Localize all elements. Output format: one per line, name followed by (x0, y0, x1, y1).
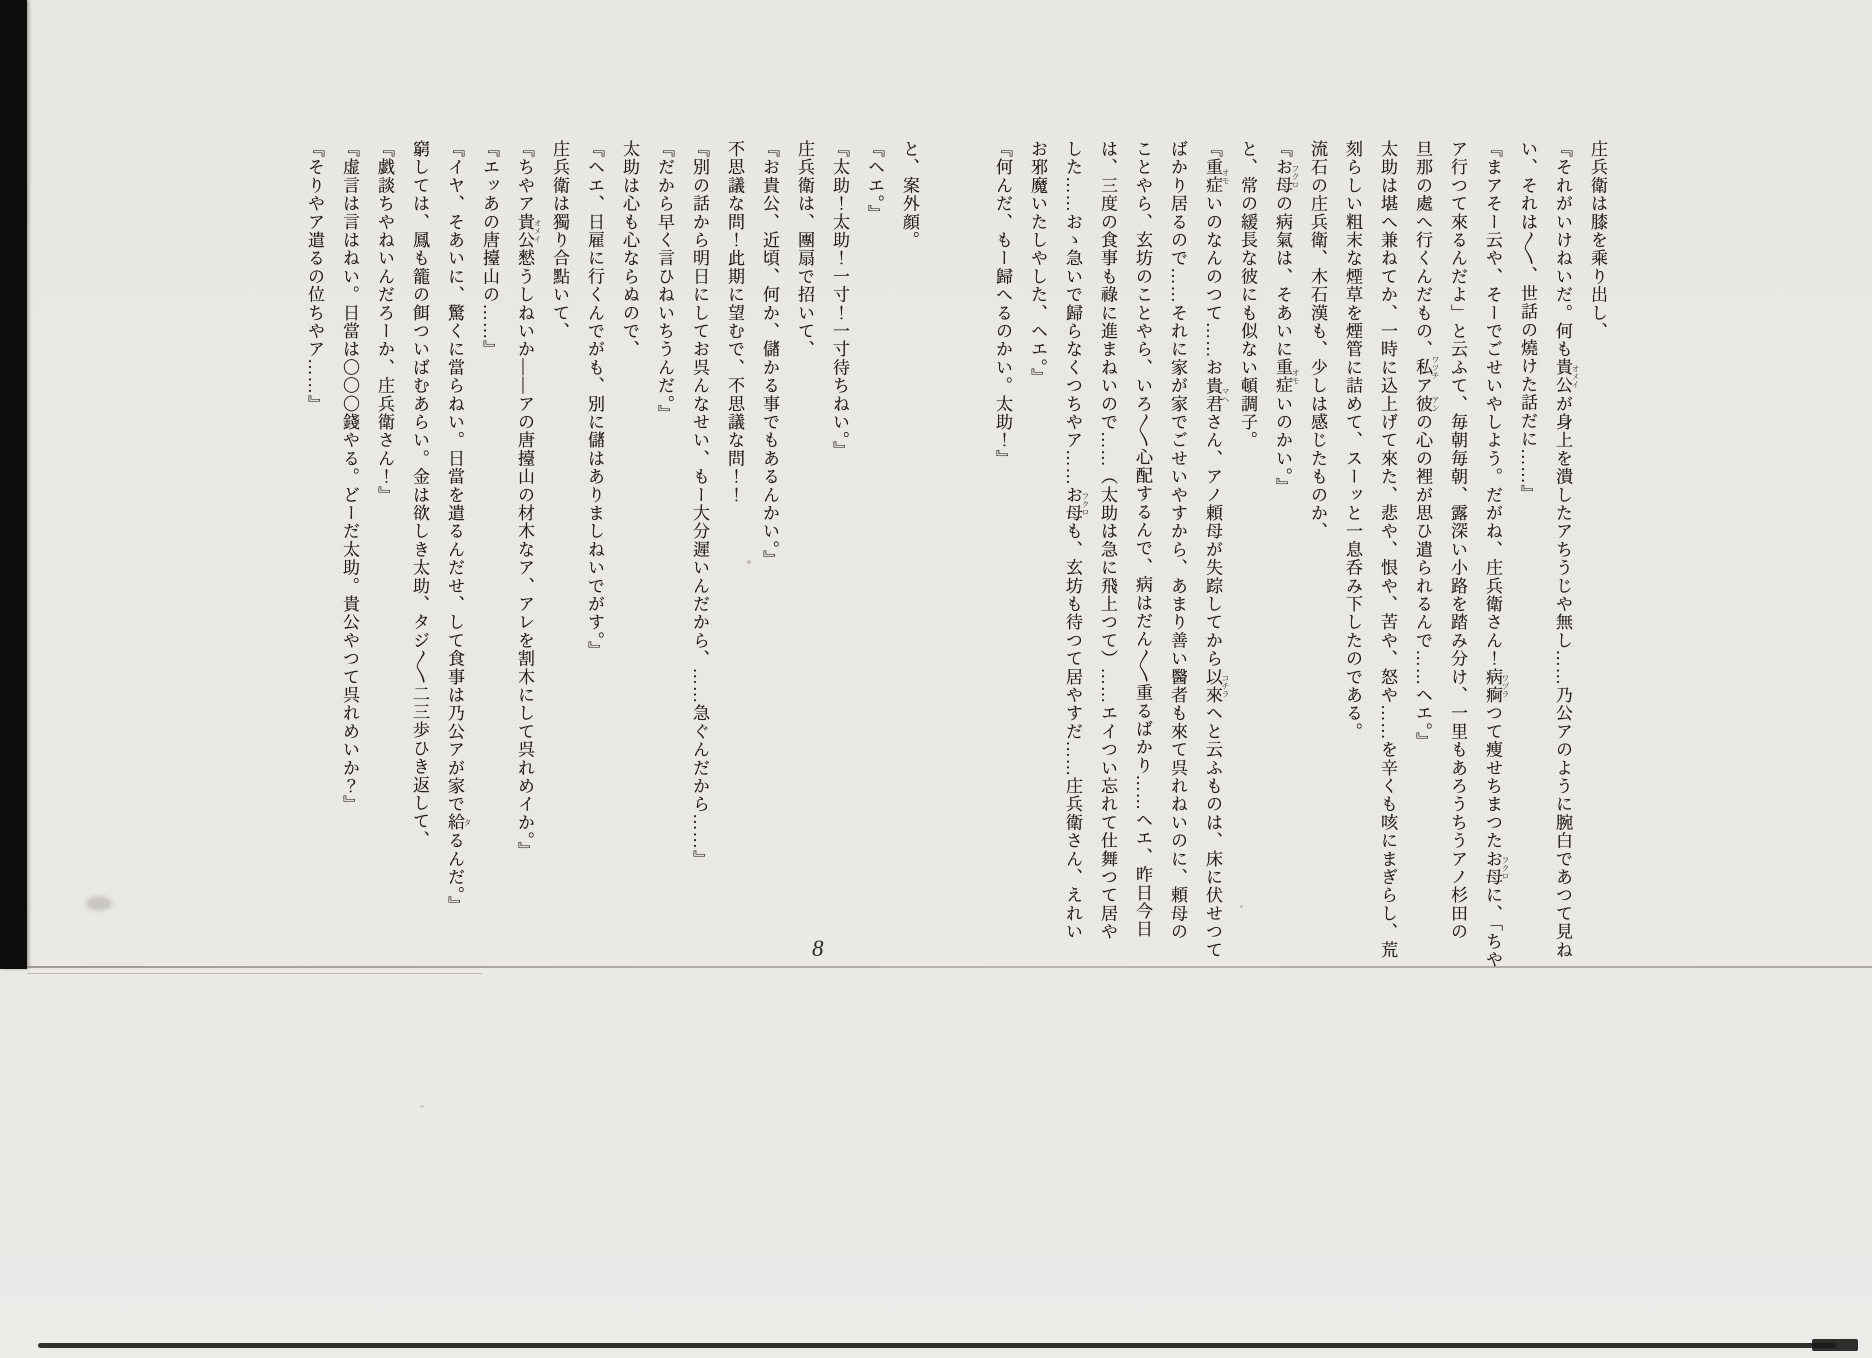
furigana-ruby: 重症 オモ (1203, 158, 1230, 195)
text-column: 『イヤ、そあいに、驚くに當らねい。日當を遣るんだせ、して食事は乃公アが家で給 タるんだ。』 (445, 140, 472, 915)
page-number: 8 (812, 936, 824, 961)
text-column: 『それがいけねいだ。何も貴公 オメイが身上を潰したアちうじや無し……乃公アのように腕白であつて見ね (1553, 140, 1580, 960)
text-column: 『エッあの唐擡山の……』 (480, 140, 499, 359)
text-column: 太助は心も心ならぬので、 (620, 140, 639, 359)
text-column: ア行つて來るんだよ」と云ふて、毎朝毎朝、露深い小路を踏み分け、一里もあろうちうアノ杉田の (1448, 140, 1467, 941)
text-column: 『ちやア貴公 オメイ憖うしねいか——アの唐擡山の材木なア、アレを割木にして呉れめイか。』 (515, 140, 542, 860)
text-column: 『別の話から明日にしてお呉んなせい、もー大分遲いんだから、……急ぐんだから……』 (690, 140, 709, 868)
text-column: 庄兵衛は膝を乘り出し、 (1588, 140, 1607, 341)
text-column: は、三度の食事も祿に進まねいので……（太助は急に飛上つて）……エイつい忘れて仕舞つて居や (1098, 140, 1117, 941)
scan-edge-bottom-right (1812, 1339, 1858, 1351)
text-column: 『お母 フクロの病氣は、そあいに重症 オモいのかい。』 (1273, 140, 1300, 496)
text-column: ことやら、玄坊のことやら、いろ〳〵心配するんで、病はだん〳〵重るばかり……ヘエ、昨日今日 (1133, 140, 1152, 939)
text-column: い、それは〳〵、世話の燒けた話だに……』 (1518, 140, 1537, 503)
text-column: 『虚言は言はねい。日當は〇〇〇錢やる。どーだ太助。貴公やつて呉れめいか？』 (340, 140, 359, 814)
furigana-ruby: 彼 アン (1413, 394, 1440, 414)
text-column: 流石の庄兵衛、木石漢も、少しは感じたものか、 (1308, 140, 1327, 541)
text-column: 庄兵衛は獨り合點いて、 (550, 140, 569, 341)
text-column: ばかり居るので……それに家が家でごせいやすから、あまり善い醫者も來て呉れねいのに、頼母の (1168, 140, 1187, 941)
text-column: お邪魔いたしやした、ヘエ。』 (1028, 140, 1047, 387)
text-column: した……おゝ急いで歸らなくつちやア……お母 フクロも、玄坊も待つて居やすだ……庄兵衛さん、えれい (1063, 140, 1090, 941)
text-column: 『重症 オモいのなんのつて……お貴君 マヘさん、アノ頼母が失踪してから以來 コチラヘと云ふものは、床に伏せつて (1203, 140, 1230, 960)
text-column: 旦那の處へ行くんだもの、私 ワツチア彼 アンの心の裡が思ひ遣られるんで……ヘエ。』 (1413, 140, 1440, 751)
text-column: 不思議な問！此期に望むで、不思議な問！！ (725, 140, 744, 504)
horizontal-rule-shadow (27, 973, 482, 974)
text-column: 『お貴公、近頃、何か、儲かる事でもあるんかい。』 (760, 140, 779, 569)
scan-smudge (86, 896, 112, 911)
scan-edge-bottom (38, 1343, 1836, 1348)
furigana-ruby: お母 フクロ (1483, 849, 1510, 887)
furigana-ruby: 私 ワツチ (1413, 355, 1440, 380)
furigana-ruby: お母 フクロ (1273, 158, 1300, 195)
text-column: 刻らしい粗末な煙草を煙管に詰めて、スーッと一息呑み下したのである。 (1343, 140, 1362, 741)
furigana-ruby: 給 タ (445, 813, 472, 832)
text-column: 窮しては、鳳も籠の餌ついばむあらい。金は欲しき太助、タジ〳〵二三歩ひき返して、 (410, 140, 429, 849)
text-column: 『太助！太助！一寸！一寸待ちねい。』 (830, 140, 849, 460)
text-column: 『まアそー云や、そーでごせいやしよう。だがね、庄兵衛さん！病痾 ワヅラつて痩せちまつたお母 フクロに、「ちや (1483, 140, 1510, 969)
text-column: 『ヘエ、日雇に行くんでがも、別に儲はありましねいでがす。』 (585, 140, 604, 660)
furigana-ruby: 重症 オモ (1273, 358, 1300, 395)
scan-edge-left (0, 0, 27, 969)
scan-speck (420, 1105, 424, 1108)
text-column: 庄兵衛は、團扇で招いて、 (795, 140, 814, 359)
furigana-ruby: 貴公 オメイ (515, 212, 542, 250)
furigana-ruby: 貴公 オメイ (1553, 358, 1580, 395)
furigana-ruby: 以來 コチラ (1203, 667, 1230, 705)
furigana-ruby: 貴君 マヘ (1203, 376, 1230, 414)
text-column: と、案外顔。 (900, 140, 919, 250)
text-column: と、常の緩長な彼にも似ない頓調子。 (1238, 140, 1257, 450)
furigana-ruby: 病痾 ワヅラ (1483, 667, 1510, 705)
text-column: 『ヘエ。』 (865, 140, 884, 223)
text-column: 『だから早く言ひねいちうんだ。』 (655, 140, 674, 423)
text-block (297, 140, 1615, 972)
text-column: 『何んだ、もー歸へるのかい。太助！』 (993, 140, 1012, 468)
text-column: 『戯談ちやねいんだろーか、庄兵衛さん！』 (375, 140, 394, 504)
text-column: 太助は堪へ兼ねてか、一時に込上げて來た、悲や、恨や、苦や、怒や……を辛くも咳にまぎらし、荒 (1378, 140, 1397, 959)
furigana-ruby: お母 フクロ (1063, 485, 1090, 523)
text-column: 『そりやア遣るの位ちやア……』 (305, 140, 324, 413)
